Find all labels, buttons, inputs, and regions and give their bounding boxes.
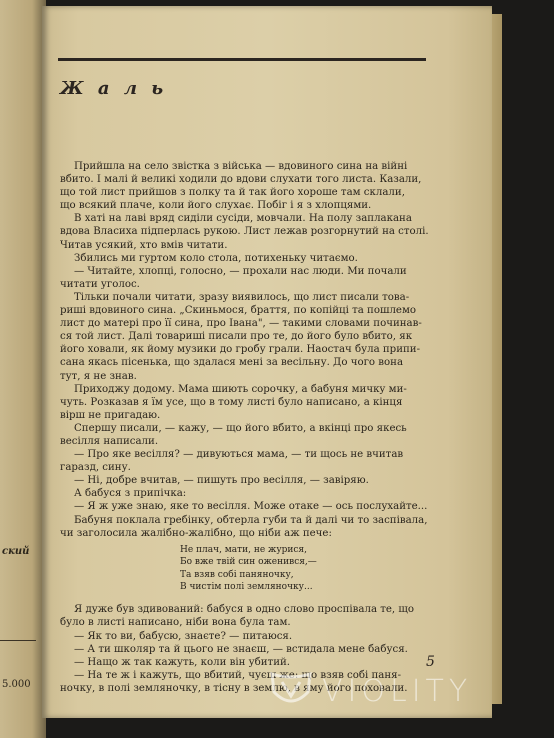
- text-line: — Я ж уже знаю, яке то весілля. Може отаке — ось послухайте...: [74, 501, 428, 513]
- text-line: чи заголосила жалібно-жалібно, що ніби аж пече:: [60, 527, 332, 539]
- text-line: що той лист прийшов з полку та й так його хороше там склали,: [60, 187, 405, 199]
- text-line: — Ні, добре вчитав, — пишуть про весілля, — завіряю.: [74, 475, 369, 487]
- text-line: Прийшла на село звістка з війська — вдовиного сина на війні: [74, 161, 408, 172]
- text-line: лист до матері про її сина, про Івана", — такими словами починав-: [60, 318, 422, 330]
- text-line: гаразд, сину.: [60, 462, 131, 474]
- poem-line: Не плач, мати, не журися,: [180, 544, 307, 555]
- chapter-title: Ж а л ь: [60, 78, 168, 99]
- text-line: ночку, в полі земляночку, в тісну в землю, в яму його поховали.: [60, 682, 408, 694]
- text-line: — На те ж і кажуть, що вбитий, чуєш же: що взяв собі паня-: [74, 669, 402, 681]
- left-page-edge: [0, 0, 46, 738]
- text-line: — А ти школяр та й цього не знаєш, — встидала мене бабуся.: [74, 643, 408, 655]
- text-line: чуть. Розказав я їм усе, що в тому листі було написано, а кінця: [60, 396, 403, 408]
- text-line: Тільки почали читати, зразу виявилось, що лист писали това-: [74, 291, 410, 303]
- text-line: Бабуня поклала гребінку, обтерла губи та й далі чи то заспівала,: [74, 514, 428, 526]
- header-rule: [58, 58, 426, 61]
- text-line: ся той лист. Далі товариші писали про те, до його було вбито, як: [60, 331, 413, 343]
- text-line: Читав усякий, хто вмів читати.: [60, 239, 228, 251]
- left-page-rule: [0, 640, 36, 641]
- violity-watermark: [268, 668, 538, 718]
- text-line: читати уголос.: [60, 278, 140, 290]
- text-line: вбито. І малі й великі ходили до вдови слухати того листа. Казали,: [60, 174, 422, 186]
- text-line: Збились ми гуртом коло стола, потихеньку читаємо.: [74, 252, 358, 264]
- book-page: [42, 6, 492, 718]
- body-text: [60, 160, 432, 695]
- left-page-fragment: ский: [2, 546, 30, 557]
- poem-line: В чистім полі земляночку...: [180, 581, 313, 592]
- text-line: — Як то ви, бабусю, знаєте? — питаюся.: [74, 630, 293, 642]
- poem-line: Бо вже твій син оженився,—: [180, 557, 317, 568]
- text-line: — Про яке весілля? — дивуються мама, — ти щось не вчитав: [74, 449, 404, 461]
- text-line: весілля написали.: [60, 435, 159, 447]
- text-line: В хаті на лаві вряд сиділи сусіди, мовчали. На полу заплакана: [74, 213, 412, 225]
- text-line: Приходжу додому. Мама шиють сорочку, а бабуня мичку ми-: [74, 383, 407, 395]
- text-line: вірш не пригадаю.: [60, 409, 161, 421]
- text-line: його ховали, як йому музики до гробу грали. Наостач була припи-: [60, 344, 421, 356]
- poem-block: [60, 544, 432, 594]
- text-line: що всякий плаче, коли його слухає. Побіг і я з хлопцями.: [60, 200, 372, 212]
- text-line: — Нащо ж так кажуть, коли він убитий.: [74, 656, 291, 668]
- text-line: А бабуся з припічка:: [74, 488, 187, 500]
- text-line: риші вдовиного сина. „Скиньмося, браття, по копійці та пошлемо: [60, 305, 417, 317]
- text-line: було в листі написано, ніби вона була там.: [60, 617, 291, 629]
- left-page-fragment-number: 5.000: [2, 679, 31, 690]
- page-number: 5: [426, 654, 435, 670]
- text-line: Спершу писали, — кажу, — що його вбито, а вкінці про якесь: [74, 422, 407, 434]
- text-line: вдова Власиха підперлась рукою. Лист лежав розгорнутий на столі.: [60, 226, 429, 238]
- text-line: Я дуже був здивований: бабуся в одно слово проспівала те, що: [74, 604, 415, 616]
- watermark-text: VIOLITY: [322, 674, 473, 709]
- text-line: — Читайте, хлопці, голосно, — прохали нас люди. Ми почали: [74, 265, 407, 277]
- poem-line: Та взяв собі паняночку,: [180, 569, 294, 580]
- text-line: тут, я не знав.: [60, 370, 137, 382]
- text-line: сана якась пісенька, що здалася мені за весільну. До чого вона: [60, 357, 404, 369]
- violity-logo-icon: [268, 670, 314, 710]
